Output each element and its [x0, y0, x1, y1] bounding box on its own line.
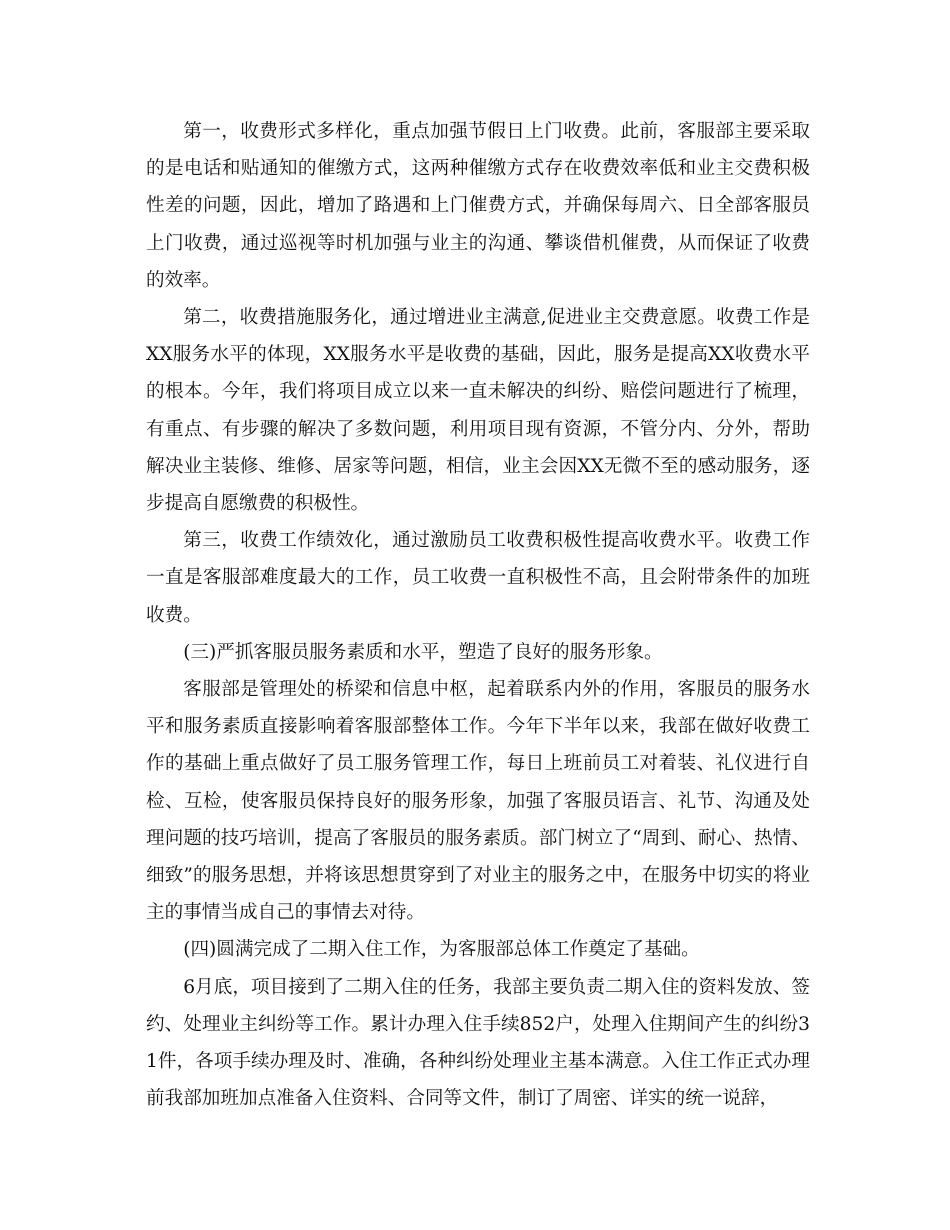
heading-service-quality: (三)严抓客服员服务素质和水平，塑造了良好的服务形象。 [183, 641, 663, 663]
paragraph-service-quality: 客服部是管理处的桥梁和信息中枢，起着联系内外的作用，客服员的服务水平和服务素质直接影响着客服部整体工作。今年下半年以来，我部在做好收费工作的基础上重点做好了员工服务管理工作，每日上班前员工对着装、礼仪进行自检、互检，使客服员保持良好的服务形象，加强了客服员语言、礼节、沟通及处理问题的技巧培训，提高了客服员的服务素质。部门树立了“周到、耐心、热情、细致”的服务思想，并将该思想贯穿到了对业主的服务之中，在服务中切实的将业主的事情当成自己的事情去对待。 [146, 679, 810, 924]
paragraph-phase-two-move-in: 6月底，项目接到了二期入住的任务，我部主要负责二期入住的资料发放、签约、处理业主纠纷等工作。累计办理入住手续852户，处理入住期间产生的纠纷31件，各项手续办理及时、准确，各种纠纷处理业主基本满意。入住工作正式办理前我部加班加点准备入住资料、合同等文件，制订了周密、详实的统一说辞， [146, 976, 810, 1110]
paragraph-fee-service-oriented: 第二，收费措施服务化，通过增进业主满意,促进业主交费意愿。收费工作是XX服务水平的体现，XX服务水平是收费的基础，因此，服务是提高XX收费水平的根本。今年，我们将项目成立以来一直未解决的纠纷、赔偿问题进行了梳理，有重点、有步骤的解决了多数问题，利用项目现有资源，不管分内、分外，帮助解决业主装修、维修、居家等问题，相信，业主会因XX无微不至的感动服务，逐步提高自愿缴费的积极性。 [146, 307, 810, 515]
paragraph-fee-collection-diversified: 第一，收费形式多样化，重点加强节假日上门收费。此前，客服部主要采取的是电话和贴通知的催缴方式，这两种催缴方式存在收费效率低和业主交费积极性差的问题，因此，增加了路遇和上门催费方式，并确保每周六、日全部客服员上门收费，通过巡视等时机加强与业主的沟通、攀谈借机催费，从而保证了收费的效率。 [146, 121, 810, 291]
paragraph-fee-performance-based: 第三，收费工作绩效化，通过激励员工收费积极性提高收费水平。收费工作一直是客服部难度最大的工作，员工收费一直积极性不高，且会附带条件的加班收费。 [146, 530, 810, 626]
heading-phase-two-move-in: (四)圆满完成了二期入住工作，为客服部总体工作奠定了基础。 [183, 939, 700, 961]
document-body [146, 113, 810, 1117]
